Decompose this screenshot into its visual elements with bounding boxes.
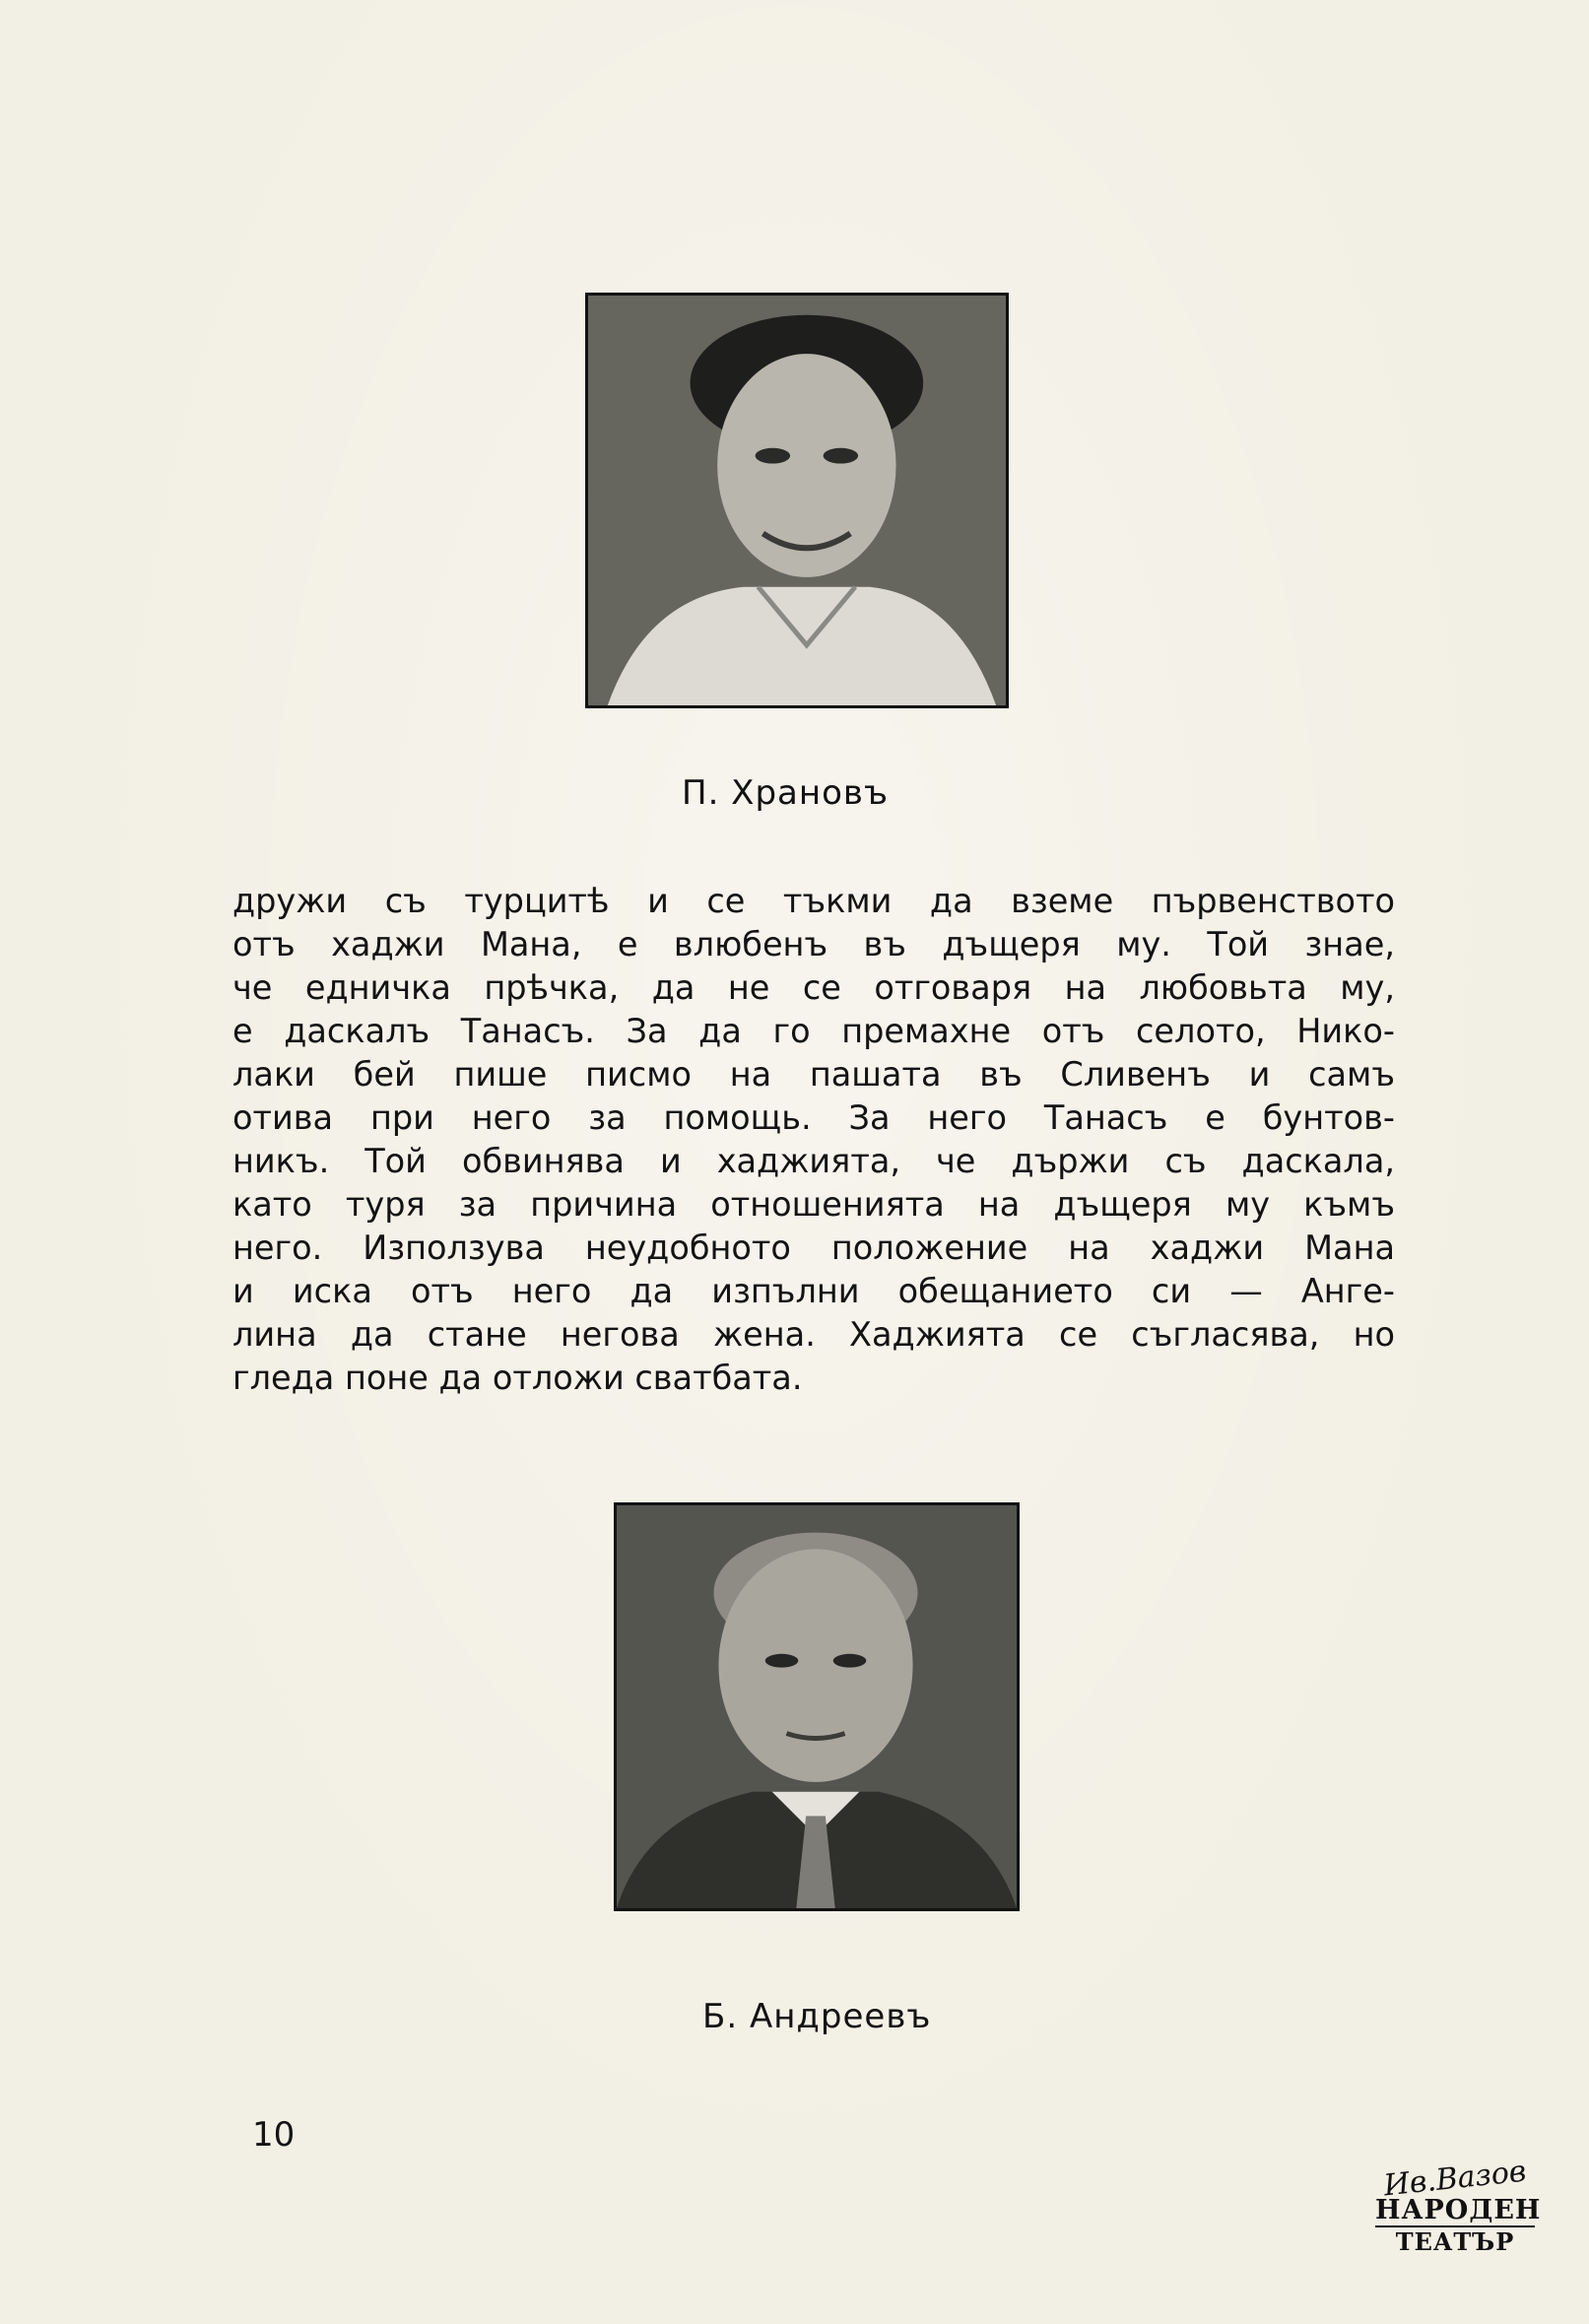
portrait-photo-andreev <box>614 1502 1020 1911</box>
body-paragraph <box>232 880 1395 1400</box>
national-theatre-stamp <box>1371 2154 1542 2286</box>
body-line: никъ. Той обвинява и хаджията, че държи съ даскала, <box>232 1142 1395 1180</box>
portrait-caption-khranov: П. Храновъ <box>682 773 889 813</box>
portrait-photo-khranov <box>585 293 1009 708</box>
body-line: е даскалъ Танасъ. За да го премахне отъ селото, Нико- <box>232 1012 1395 1050</box>
body-line: дружи съ турцитѣ и се тъкми да вземе първенството <box>232 882 1395 920</box>
body-line: и иска отъ него да изпълни обещанието си — Анге- <box>232 1272 1395 1310</box>
body-line: отива при него за помощь. За него Танасъ е бунтов- <box>232 1098 1395 1137</box>
portrait-man-smiling-icon <box>588 296 1006 705</box>
body-line: гледа поне да отложи сватбата. <box>232 1359 803 1397</box>
body-line: лаки бей пише писмо на пашата въ Сливенъ и самъ <box>232 1055 1395 1094</box>
body-line: че едничка прѣчка, да не се отговаря на любовьта му, <box>232 968 1395 1007</box>
body-line: отъ хаджи Мана, е влюбенъ въ дъщеря му. Той знае, <box>232 925 1395 963</box>
page-number: 10 <box>252 2115 296 2155</box>
stamp-line-2: ТЕАТЪР <box>1395 2227 1515 2256</box>
body-line: лина да стане негова жена. Хаджията се съгласява, но <box>232 1315 1395 1354</box>
stamp-signature: Ив.Вазов <box>1382 2154 1528 2204</box>
portrait-caption-andreev: Б. Андреевъ <box>702 1997 932 2036</box>
body-line: него. Използува неудобното положение на хаджи Мана <box>232 1228 1395 1267</box>
body-line: като туря за причина отношенията на дъщеря му къмъ <box>232 1185 1395 1224</box>
portrait-man-suit-tie-icon <box>617 1505 1017 1908</box>
stamp-line-1: НАРОДЕН <box>1375 2195 1542 2225</box>
